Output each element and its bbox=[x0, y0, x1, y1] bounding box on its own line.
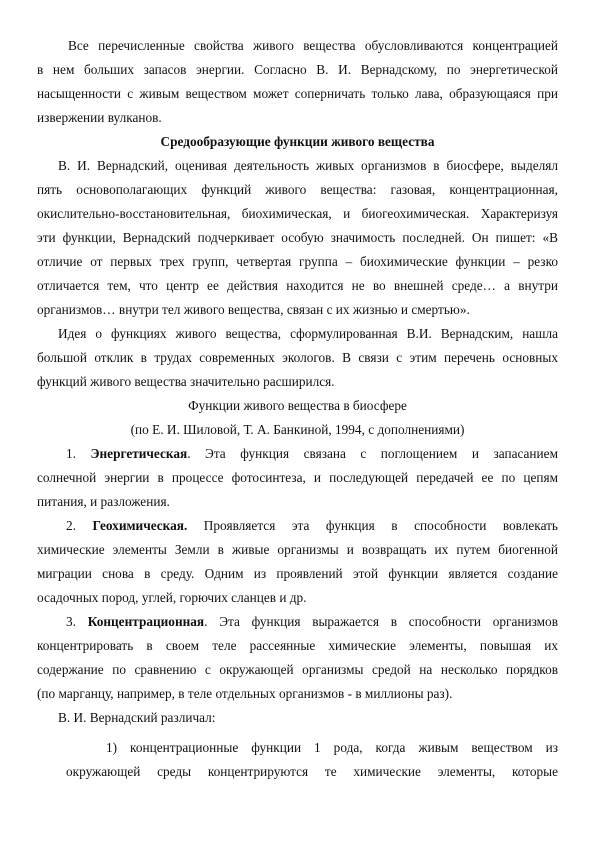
item-number: 1. bbox=[66, 446, 76, 461]
paragraph-line: В. И. Вернадский, оценивая деятельность живых организмов в биосфере, выделял bbox=[58, 158, 558, 173]
item-term: Концентрационная bbox=[87, 614, 205, 629]
paragraph-line: извержении вулканов. bbox=[37, 110, 162, 125]
paragraph-line: осадочных пород, углей, горючих сланцев и др. bbox=[37, 590, 307, 605]
item-term: Энергетическая bbox=[90, 446, 188, 461]
item-term: Геохимическая. bbox=[92, 518, 188, 533]
paragraph-line: Идея о функциях живого вещества, сформулированная В.И. Вернадским, нашла bbox=[58, 326, 558, 341]
paragraph-line: пять основополагающих функций живого вещества: газовая, концентрационная, bbox=[37, 182, 558, 197]
caption-title: Функции живого вещества в биосфере bbox=[188, 398, 407, 413]
paragraph-line: в нем больших запасов энергии. Согласно В. И. Вернадскому, по энергетической bbox=[37, 62, 558, 77]
paragraph-line: питания, и разложения. bbox=[37, 494, 170, 509]
paragraph-line: миграции снова в среду. Одним из проявлений этой функции является создание bbox=[37, 566, 558, 581]
paragraph-line: концентрировать в своем теле рассеянные химические элементы, повышая их bbox=[37, 638, 558, 653]
paragraph-line: отличие от первых трех групп, четвертая группа – биохимические функции – резко bbox=[37, 254, 558, 269]
paragraph-line: окислительно-восстановительная, биохимическая, и биогеохимическая. Характеризуя bbox=[37, 206, 558, 221]
caption-source: (по Е. И. Шиловой, Т. А. Банкиной, 1994, с дополнениями) bbox=[130, 422, 465, 437]
paragraph-line: функций живого вещества значительно расширился. bbox=[37, 374, 335, 389]
paragraph-line: содержание по сравнению с окружающей организмы средой на несколько порядков bbox=[37, 662, 558, 677]
paragraph-line: эти функции, Вернадский подчеркивает особую значимость последней. Он пишет: «В bbox=[37, 230, 558, 245]
paragraph-line: химические элементы Земли в живые организмы и возвращать их путем биогенной bbox=[37, 542, 558, 557]
item-number: 2. bbox=[66, 518, 76, 533]
list-item-first-line bbox=[66, 612, 558, 631]
item-number: 3. bbox=[66, 614, 76, 629]
list-item-first-line bbox=[66, 444, 558, 463]
item-text: . Эта функция связана с поглощением и запасанием bbox=[187, 446, 558, 461]
list-item-first-line bbox=[66, 516, 558, 535]
paragraph-line: (по марганцу, например, в теле отдельных организмов - в миллионы раз). bbox=[37, 686, 453, 701]
paragraph-line: Все перечисленные свойства живого вещества обусловливаются концентрацией bbox=[68, 38, 558, 53]
paragraph-line: отличается тем, что центр ее действия находится не во внешней среде… а внутри bbox=[37, 278, 558, 293]
subitem-line: окружающей среды концентрируются те химические элементы, которые bbox=[66, 764, 558, 779]
paragraph-line: насыщенности с живым веществом может соперничать только лава, образующаяся при bbox=[37, 86, 558, 101]
item-text: Проявляется эта функция в способности вовлекать bbox=[187, 518, 558, 533]
item-text: . Эта функция выражается в способности организмов bbox=[204, 614, 558, 629]
paragraph-line: большой отклик в трудах современных экологов. В связи с этим перечень основных bbox=[37, 350, 558, 365]
paragraph-line: В. И. Вернадский различал: bbox=[58, 710, 216, 725]
subitem-line: 1) концентрационные функции 1 рода, когда живым веществом из bbox=[106, 740, 558, 755]
paragraph-line: солнечной энергии в процессе фотосинтеза, и последующей передачей ее по цепям bbox=[37, 470, 558, 485]
section-heading: Средообразующие функции живого вещества bbox=[160, 134, 435, 149]
paragraph-line: организмов… внутри тел живого вещества, связан с их жизнью и смертью». bbox=[37, 302, 470, 317]
